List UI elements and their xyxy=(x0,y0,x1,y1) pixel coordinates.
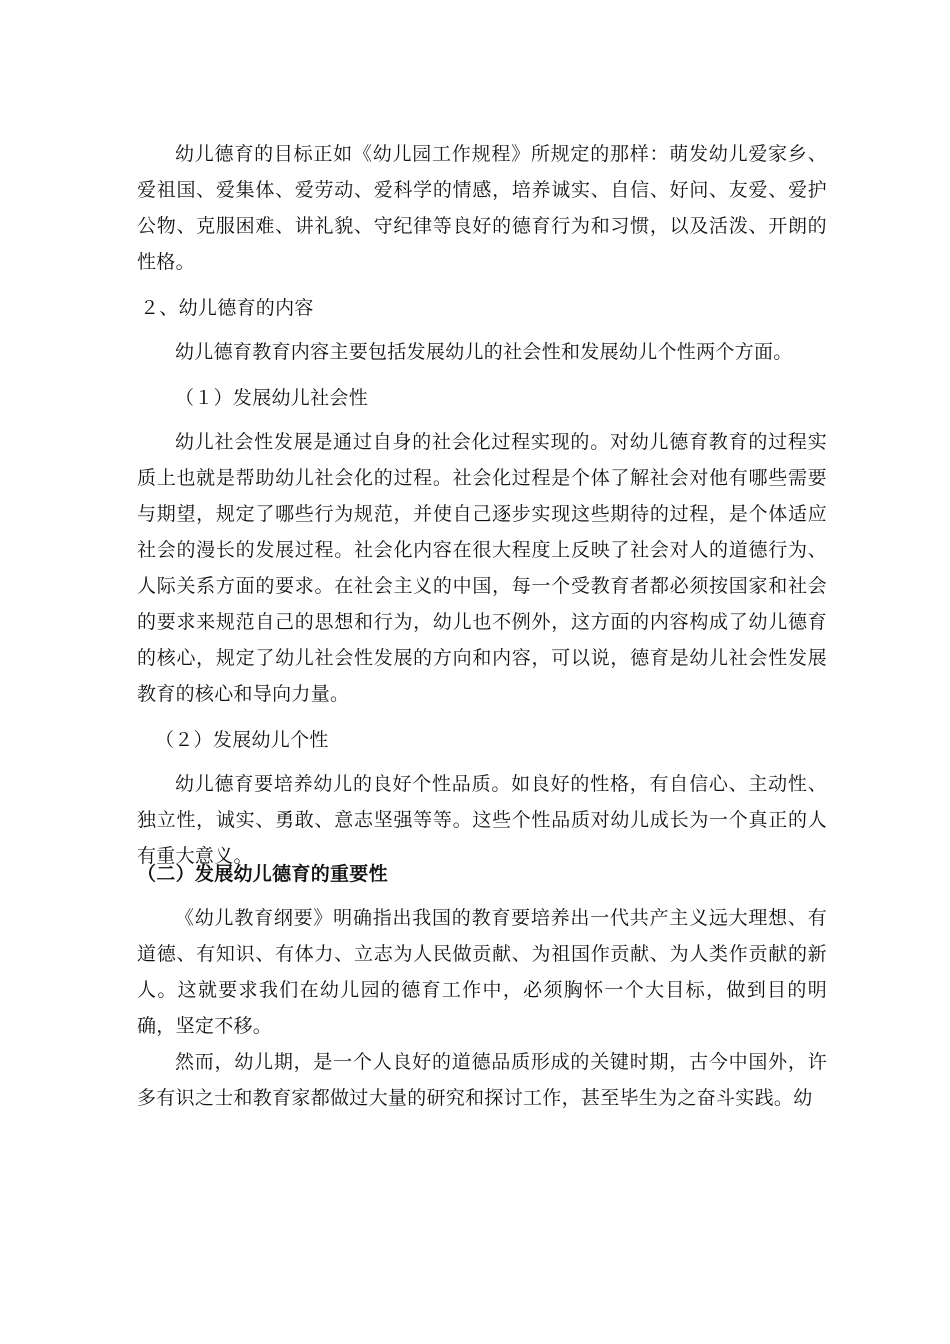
paragraph-outline: 《幼儿教育纲要》明确指出我国的教育要培养出一代共产主义远大理想、有道德、有知识、有体力、立志为人民做贡献、为祖国作贡献、为人类作贡献的新人。这就要求我们在幼儿园的德育工作中，必须胸怀一个大目标，做到目的明确，坚定不移。 xyxy=(137,907,827,1037)
heading-moral-content: ２、幼儿德育的内容 xyxy=(140,297,314,319)
paragraph-goal: 幼儿德育的目标正如《幼儿园工作规程》所规定的那样：萌发幼儿爱家乡、爱祖国、爱集体、爱劳动、爱科学的情感，培养诚实、自信、好问、友爱、爱护公物、克服困难、讲礼貌、守纪律等良好的德育行为和习惯，以及活泼、开朗的性格。 xyxy=(137,143,827,273)
paragraph-content-overview: 幼儿德育教育内容主要包括发展幼儿的社会性和发展幼儿个性两个方面。 xyxy=(175,341,793,363)
paragraph-key-period: 然而，幼儿期，是一个人良好的道德品质形成的关键时期，古今中国外，许多有识之士和教育家都做过大量的研究和探讨工作，甚至毕生为之奋斗实践。幼 xyxy=(137,1051,827,1109)
paragraph-personality: 幼儿德育要培养幼儿的良好个性品质。如良好的性格，有自信心、主动性、独立性，诚实、勇敢、意志坚强等等。这些个性品质对幼儿成长为一个真正的人有重大意义。 xyxy=(137,773,827,867)
heading-importance: （二）发展幼儿德育的重要性 xyxy=(137,863,388,885)
paragraph-sociality: 幼儿社会性发展是通过自身的社会化过程实现的。对幼儿德育教育的过程实质上也就是帮助幼儿社会化的过程。社会化过程是个体了解社会对他有哪些需要与期望，规定了哪些行为规范，并使自己逐步实现这些期待的过程，是个体适应社会的漫长的发展过程。社会化内容在很大程度上反映了社会对人的道德行为、人际关系方面的要求。在社会主义的中国，每一个受教育者都必须按国家和社会的要求来规范自己的思想和行为，幼儿也不例外，这方面的内容构成了幼儿德育的核心，规定了幼儿社会性发展的方向和内容，可以说，德育是幼儿社会性发展教育的核心和导向力量。 xyxy=(137,431,827,705)
heading-sociality: （１）发展幼儿社会性 xyxy=(175,387,369,409)
heading-personality: （２）发展幼儿个性 xyxy=(155,729,329,751)
